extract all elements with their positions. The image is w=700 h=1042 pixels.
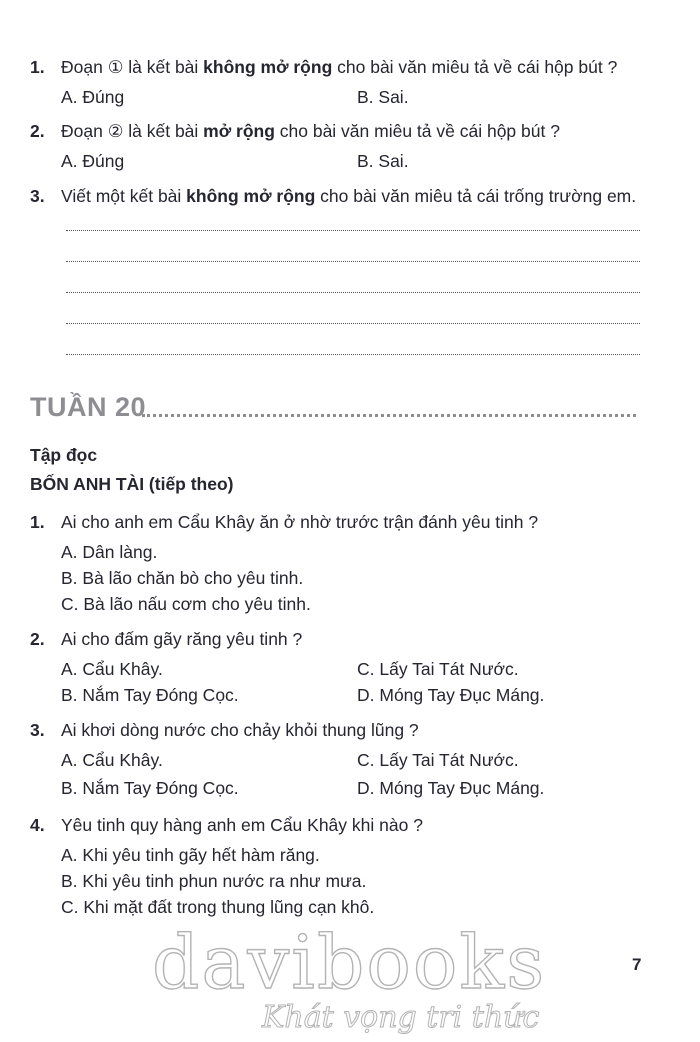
question-number: 1. [30, 512, 45, 532]
option-a: A. Dân làng. [61, 542, 158, 562]
answer-line[interactable] [66, 354, 640, 355]
question-text-pre: Đoạn ① là kết bài [61, 57, 204, 77]
question-text: Ai khơi dòng nước cho chảy khỏi thung lũng ? [61, 720, 419, 740]
question-text-pre: Đoạn ② là kết bài [61, 121, 204, 141]
reading-question-1 [30, 511, 538, 533]
reading-question-2 [30, 628, 302, 650]
option-c: C. Khi mặt đất trong thung lũng cạn khô. [61, 897, 375, 917]
question-text-post: cho bài văn miêu tả về cái hộp bút ? [274, 121, 560, 141]
question-number: 1. [30, 57, 45, 77]
option-c: C. Lấy Tai Tát Nước. [357, 750, 519, 770]
option-b: B. Nắm Tay Đóng Cọc. [61, 778, 239, 798]
question-text: Yêu tinh quy hàng anh em Cẩu Khây khi nào ? [61, 815, 423, 835]
question-1 [30, 56, 617, 78]
question-text-bold: không mở rộng [203, 57, 333, 77]
question-number: 2. [30, 121, 45, 141]
option-a: A. Đúng [61, 87, 125, 107]
week-heading-dots [142, 414, 636, 417]
option-d: D. Móng Tay Đục Máng. [357, 778, 545, 798]
watermark-tagline: Khát vọng tri thức [262, 1000, 540, 1035]
question-text: Ai cho đấm gãy răng yêu tinh ? [61, 629, 303, 649]
option-c: C. Bà lão nấu cơm cho yêu tinh. [61, 594, 311, 614]
page-number: 7 [632, 955, 642, 974]
option-b: B. Sai. [357, 87, 409, 107]
answer-line[interactable] [66, 261, 640, 262]
option-c: C. Lấy Tai Tát Nước. [357, 659, 519, 679]
question-number: 3. [30, 720, 45, 740]
option-a: A. Đúng [61, 151, 125, 171]
question-text-post: cho bài văn miêu tả cái trống trường em. [315, 186, 637, 206]
week-heading: TUẦN 20 [30, 392, 147, 422]
option-b: B. Nắm Tay Đóng Cọc. [61, 685, 239, 705]
answer-line[interactable] [66, 292, 640, 293]
question-text-bold: không mở rộng [186, 186, 316, 206]
option-b: B. Sai. [357, 151, 409, 171]
answer-line[interactable] [66, 230, 640, 231]
option-a: A. Cẩu Khây. [61, 659, 163, 679]
reading-question-4 [30, 814, 423, 836]
question-text-pre: Viết một kết bài [61, 186, 187, 206]
question-number: 4. [30, 815, 45, 835]
question-text: Ai cho anh em Cẩu Khây ăn ở nhờ trước trận đánh yêu tinh ? [61, 512, 539, 532]
option-b: B. Khi yêu tinh phun nước ra như mưa. [61, 871, 367, 891]
question-3 [30, 185, 636, 207]
question-2 [30, 120, 560, 142]
question-number: 3. [30, 186, 45, 206]
question-text-post: cho bài văn miêu tả về cái hộp bút ? [332, 57, 618, 77]
option-b: B. Bà lão chăn bò cho yêu tinh. [61, 568, 304, 588]
question-text-bold: mở rộng [203, 121, 275, 141]
section-label: Tập đọc [30, 445, 98, 465]
option-a: A. Khi yêu tinh gãy hết hàm răng. [61, 845, 320, 865]
reading-question-3 [30, 719, 419, 741]
watermark-logo: davibooks [152, 920, 547, 1006]
option-d: D. Móng Tay Đục Máng. [357, 685, 545, 705]
option-a: A. Cẩu Khây. [61, 750, 163, 770]
question-number: 2. [30, 629, 45, 649]
answer-line[interactable] [66, 323, 640, 324]
lesson-title: BỐN ANH TÀI (tiếp theo) [30, 474, 234, 494]
